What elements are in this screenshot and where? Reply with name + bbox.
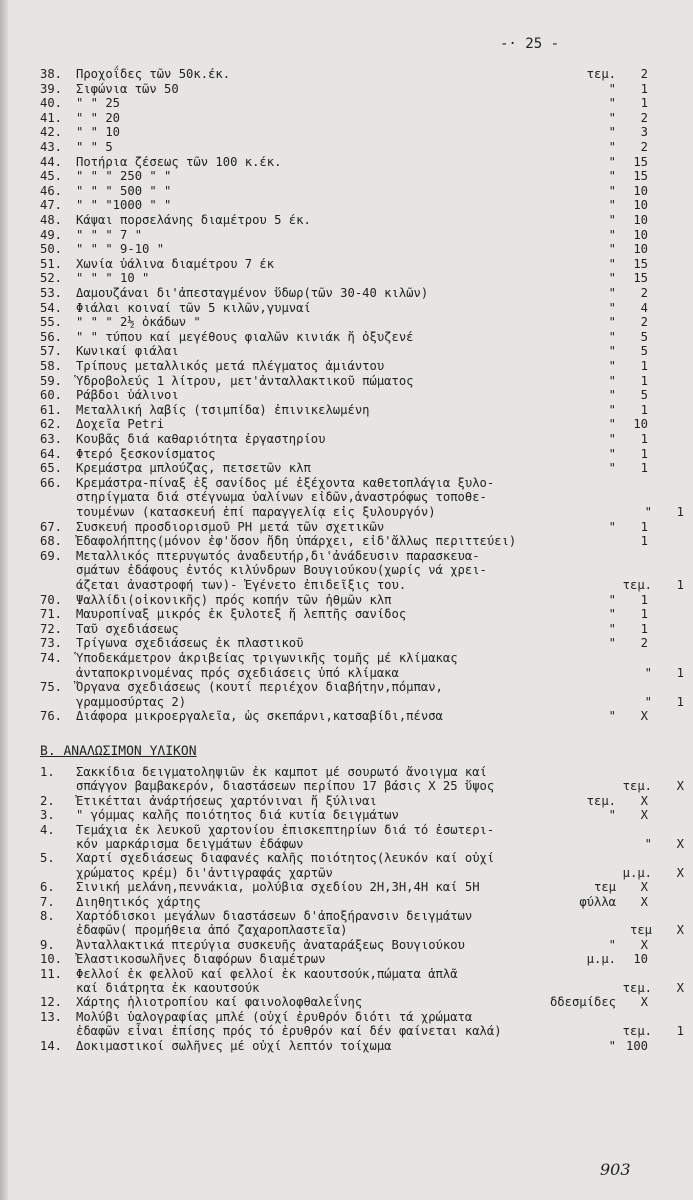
consumable-line (40, 896, 648, 908)
item-unit: " (608, 388, 616, 403)
item-text: άζεται ἀναστροφή των)- Ἐγένετο ἐπιδεῖξις του. (76, 578, 407, 592)
item-number: 56. (40, 329, 63, 344)
item-quantity: 1 (640, 373, 648, 388)
item-quantity: X (676, 865, 684, 880)
equipment-line (40, 696, 684, 708)
item-unit: " (608, 286, 616, 300)
item-text: Κάψαι πορσελάνης διαμέτρου 5 έκ. (76, 213, 311, 227)
item-number: 10. (40, 952, 63, 967)
item-unit: τεμ. (586, 67, 616, 81)
equipment-line (40, 710, 648, 722)
item-unit: " (608, 256, 616, 271)
item-number: 53. (40, 286, 63, 300)
item-quantity: 10 (633, 227, 648, 242)
item-number: 40. (40, 96, 63, 111)
item-text: Συσκευή προσδιορισμοῦ PH μετά τῶν σχετικῶν (76, 519, 385, 534)
item-number: 41. (40, 110, 63, 125)
equipment-line (40, 141, 648, 153)
item-number: 46. (40, 183, 63, 198)
item-unit: " (608, 709, 616, 724)
item-number: 1. (40, 765, 55, 779)
item-quantity: 2 (640, 286, 648, 300)
consumable-line (40, 1025, 684, 1037)
equipment-line (40, 214, 648, 226)
equipment-line (40, 418, 648, 430)
equipment-line (40, 521, 648, 533)
item-number: 68. (40, 534, 63, 549)
item-unit: " (608, 81, 616, 96)
item-quantity: X (676, 923, 684, 938)
consumable-line (40, 1040, 648, 1052)
item-number: 4. (40, 822, 55, 837)
item-number: 71. (40, 607, 63, 622)
item-number: 45. (40, 169, 63, 184)
item-text: Ἐτικέτται ἀνάρτήσεως χαρτόνιναι ἤ ξύλιναι (76, 793, 377, 808)
item-unit: " (608, 621, 616, 636)
item-quantity: X (640, 880, 648, 895)
item-text: Δαμουζάναι δι'ἀπεσταγμένον ὕδωρ(τῶν 30-40 κιλῶν) (76, 286, 429, 300)
item-quantity: X (676, 981, 684, 995)
item-text: " " " 7 " (76, 227, 143, 242)
item-quantity: 10 (633, 213, 648, 227)
item-quantity: X (640, 937, 648, 952)
item-number: 38. (40, 67, 63, 81)
item-text: ἀνταποκρινομένας πρός σχεδιάσεις ὑπό κλίμακα (76, 665, 399, 680)
item-unit: " (644, 694, 652, 709)
item-quantity: 10 (633, 952, 648, 967)
item-unit: " (608, 110, 616, 125)
item-text: στηρίγματα διά στέγνωμα ὑαλίνων εἰδῶν,ἀναστρόφως τοποθε- (76, 490, 487, 505)
item-quantity: 15 (633, 271, 648, 286)
item-unit: τεμ. (622, 1024, 652, 1039)
item-quantity: 1 (640, 96, 648, 111)
item-quantity: 4 (640, 300, 648, 315)
item-text: " " 20 (76, 110, 121, 125)
item-number: 67. (40, 519, 63, 534)
consumable-line (40, 924, 684, 936)
item-quantity: X (640, 808, 648, 823)
item-quantity: 15 (633, 169, 648, 184)
consumable-line (40, 852, 648, 864)
item-text: ἐδαφῶν( προμήθεια ἀπό ζαχαροπλαστεῖα) (76, 923, 348, 938)
item-text: Τεμάχια ἐκ λευκοῦ χαρτονίου ἐπισκεπτηρίων διά τό ἐσωτερι- (76, 822, 495, 837)
item-number: 65. (40, 461, 63, 476)
consumable-line (40, 910, 648, 922)
item-unit: τεμ. (622, 981, 652, 995)
item-number: 43. (40, 140, 63, 154)
item-unit: " (608, 636, 616, 651)
item-quantity: X (640, 793, 648, 808)
item-unit: " (608, 607, 616, 622)
item-number: 55. (40, 315, 63, 330)
equipment-line (40, 126, 648, 138)
item-quantity: X (640, 709, 648, 724)
item-unit: " (608, 1038, 616, 1053)
item-text: " " 10 (76, 125, 121, 140)
item-unit: τεμ. (622, 779, 652, 794)
item-text: Ταῦ σχεδιάσεως (76, 621, 179, 636)
item-number: 69. (40, 548, 63, 563)
item-quantity: 3 (640, 125, 648, 140)
item-number: 52. (40, 271, 63, 286)
item-text: Ἐδαφολήπτης(μόνον ἐφ'ὅσον ἤδη ὑπάρχει, εἰδ'ἄλλως περιττεύει) (76, 534, 517, 549)
equipment-line (40, 229, 648, 241)
item-number: 58. (40, 359, 63, 373)
item-number: 76. (40, 709, 63, 724)
item-number: 72. (40, 621, 63, 636)
consumable-line (40, 968, 648, 980)
item-quantity: 10 (633, 242, 648, 257)
consumable-line (40, 1011, 648, 1023)
item-quantity: 1 (676, 578, 684, 592)
item-unit: " (608, 242, 616, 257)
item-text: καί διάτρητα ἐκ καουτσούκ (76, 981, 260, 995)
item-text: Χάρτης ἡλιοτροπίου καί φαινολοφθαλεΐνης (76, 995, 363, 1010)
equipment-line (40, 360, 648, 372)
item-unit: τεμ (629, 923, 652, 938)
item-quantity: X (676, 837, 684, 851)
item-quantity: 1 (640, 607, 648, 622)
equipment-line (40, 272, 648, 284)
item-number: 50. (40, 242, 63, 257)
item-quantity: 1 (640, 519, 648, 534)
item-unit: " (608, 198, 616, 213)
equipment-line (40, 156, 648, 168)
item-quantity: 2 (640, 315, 648, 330)
item-text: Προχοΐδες τῶν 50κ.έκ. (76, 67, 231, 81)
consumable-line (40, 795, 648, 807)
item-text: " " " 2½ ὀκάδων " (76, 315, 201, 330)
item-number: 6. (40, 880, 55, 895)
consumable-line (40, 824, 648, 836)
scan-edge (0, 0, 8, 1200)
equipment-line (40, 477, 648, 489)
item-quantity: 1 (676, 1024, 684, 1039)
item-unit: " (608, 417, 616, 432)
item-text: Σινική μελάνη,πεννάκια, μολύβια σχεδίου 2H,3H,4H καί 5H (76, 880, 480, 895)
item-text: Σακκίδια δειγματοληψιῶν ἐκ καμποτ μέ σουρωτό ἄνοιγμα καί (76, 765, 487, 779)
item-unit: " (608, 461, 616, 476)
equipment-line (40, 302, 648, 314)
item-text: τουμένων (κατασκευή ἐπί παραγγελίᾳ εἰς ξυλουργόν) (76, 505, 436, 519)
equipment-line (40, 608, 648, 620)
item-unit: " (608, 808, 616, 823)
item-number: 54. (40, 300, 63, 315)
item-number: 7. (40, 894, 55, 909)
item-text: Κουβᾶς διά καθαριότητα ἐργαστηρίου (76, 432, 326, 446)
item-text: Ὄργανα σχεδιάσεως (κουτί περιέχον διαβήτην,πόμπαν, (76, 680, 443, 695)
item-text: Κρεμάστρα-πίναξ ἐξ σανίδος μέ ἐξέχοντα καθετοπλάγια ξυλο- (76, 475, 495, 490)
item-number: 5. (40, 851, 55, 866)
consumable-line (40, 881, 648, 893)
item-text: Χωνία ὑάλινα διαμέτρου 7 έκ (76, 256, 275, 271)
item-text: Χαρτόδισκοι μεγάλων διαστάσεων δ'ἀποξήρανσιν δειγμάτων (76, 909, 473, 923)
item-quantity: 1 (640, 446, 648, 461)
item-text: Ράβδοι ὑάλινοι (76, 388, 179, 403)
equipment-line (40, 535, 648, 547)
item-text: " " 5 (76, 140, 113, 154)
item-number: 48. (40, 213, 63, 227)
item-quantity: 5 (640, 388, 648, 403)
item-number: 2. (40, 793, 55, 808)
equipment-line (40, 68, 648, 80)
equipment-line (40, 681, 648, 693)
item-number: 49. (40, 227, 63, 242)
item-quantity: 10 (633, 183, 648, 198)
equipment-line (40, 331, 648, 343)
item-unit: " (608, 402, 616, 417)
equipment-line (40, 652, 648, 664)
item-number: 13. (40, 1009, 63, 1024)
sheet-id: 903 (600, 1160, 631, 1179)
item-quantity: 1 (640, 81, 648, 96)
item-text: Ποτήρια ζέσεως τῶν 100 κ.έκ. (76, 154, 282, 169)
equipment-line (40, 287, 648, 299)
item-number: 51. (40, 256, 63, 271)
item-text: " " 25 (76, 96, 121, 111)
item-text: Διηθητικός χάρτης (76, 894, 201, 909)
item-unit: " (608, 373, 616, 388)
item-unit: " (608, 432, 616, 446)
item-number: 74. (40, 651, 63, 665)
item-text: σπάγγον βαμβακερόν, διαστάσεων περίπου 17 βάσις Χ 25 ὕψος (76, 779, 495, 794)
item-unit: " (608, 183, 616, 198)
item-unit: δδεσμίδες (549, 995, 616, 1010)
equipment-line (40, 637, 648, 649)
item-quantity: X (640, 894, 648, 909)
item-unit: " (644, 505, 652, 519)
item-number: 11. (40, 966, 63, 981)
item-unit: " (608, 169, 616, 184)
item-text: Μολύβι ὑαλογραφίας μπλέ (οὐχί ἐρυθρόν διότι τά χρώματα (76, 1009, 473, 1024)
item-text: " " " 9-10 " (76, 242, 165, 257)
item-text: Τρίπους μεταλλικός μετά πλέγματος ἀμιάντου (76, 359, 385, 373)
item-unit: " (608, 519, 616, 534)
item-quantity: 2 (640, 110, 648, 125)
item-quantity: 1 (640, 534, 648, 549)
item-unit: " (608, 329, 616, 344)
item-quantity: 10 (633, 417, 648, 432)
item-number: 75. (40, 680, 63, 695)
item-unit: " (608, 213, 616, 227)
equipment-line (40, 258, 648, 270)
item-text: " " " 10 " (76, 271, 150, 286)
item-number: 61. (40, 402, 63, 417)
item-text: Φτερό ξεσκονίσματος (76, 446, 216, 461)
item-quantity: 2 (640, 140, 648, 154)
item-text: Δοκιμαστικοί σωλῆνες μέ οὐχί λεπτόν τοίχωμα (76, 1038, 392, 1053)
item-number: 44. (40, 154, 63, 169)
consumable-line (40, 996, 648, 1008)
item-text: Μαυροπίναξ μικρός ἐκ ξυλοτεξ ἤ λεπτῆς σανίδος (76, 607, 407, 622)
equipment-line (40, 462, 648, 474)
item-unit: " (644, 837, 652, 851)
item-quantity: 15 (633, 256, 648, 271)
item-number: 9. (40, 937, 55, 952)
item-number: 12. (40, 995, 63, 1010)
item-number: 42. (40, 125, 63, 140)
item-text: " γόμμας καλῆς ποιότητος διά κυτία δειγμάτων (76, 808, 399, 823)
item-quantity: 2 (640, 67, 648, 81)
item-text: ἐδαφῶν εἶναι ἐπίσης πρός τό ἐρυθρόν καί δέν φαίνεται καλά) (76, 1024, 502, 1039)
consumable-line (40, 939, 648, 951)
equipment-line (40, 97, 648, 109)
item-quantity: 5 (640, 344, 648, 359)
item-text: Ὑποδεκάμετρον ἀκριβείας τριγωνικῆς τομῆς μέ κλίμακας (76, 651, 458, 665)
item-quantity: X (640, 995, 648, 1010)
equipment-line (40, 389, 648, 401)
item-text: Ψαλλίδι(οἰκονικῆς) πρός κοπήν τῶν ἠθμῶν κλπ (76, 592, 392, 607)
equipment-line (40, 316, 648, 328)
equipment-line (40, 170, 648, 182)
consumable-line (40, 809, 648, 821)
item-number: 63. (40, 432, 63, 446)
consumable-line (40, 838, 684, 850)
page-number: -· 25 - (500, 36, 560, 52)
item-quantity: 100 (625, 1038, 648, 1053)
item-text: γραμμοσύρτας 2) (76, 694, 187, 709)
item-text: " " τύπου καί μεγέθους φιαλῶν κινιάκ ἤ ὀξυζενέ (76, 329, 414, 344)
item-text: Μεταλλικός πτερυγωτός ἀναδευτήρ,δι'ἀνάδευσιν παρασκευα- (76, 548, 480, 563)
item-quantity: 1 (676, 665, 684, 680)
item-text: Ἀνταλλακτικά πτερύγια συσκευῆς ἀναταράξεως Βουγιούκου (76, 937, 465, 952)
item-number: 64. (40, 446, 63, 461)
item-text: Τρίγωνα σχεδιάσεως ἐκ πλαστικοῦ (76, 636, 304, 651)
item-text: Κωνικαί φιάλαι (76, 344, 179, 359)
equipment-line (40, 83, 648, 95)
item-number: 66. (40, 475, 63, 490)
item-number: 14. (40, 1038, 63, 1053)
item-quantity: 1 (640, 402, 648, 417)
item-unit: " (644, 665, 652, 680)
equipment-line (40, 199, 648, 211)
item-number: 8. (40, 909, 55, 923)
item-unit: τεμ. (586, 793, 616, 808)
item-number: 57. (40, 344, 63, 359)
item-text: Κρεμάστρα μπλούζας, πετσετῶν κλπ (76, 461, 311, 476)
equipment-line (40, 345, 648, 357)
item-text: Μεταλλική λαβίς (τσιμπίδα) ἐπινικελωμένη (76, 402, 370, 417)
item-quantity: 15 (633, 154, 648, 169)
equipment-line (40, 506, 684, 518)
item-quantity: 5 (640, 329, 648, 344)
item-quantity: 1 (640, 461, 648, 476)
consumable-line (40, 780, 684, 792)
equipment-line (40, 594, 648, 606)
equipment-line (40, 550, 648, 562)
item-quantity: 2 (640, 636, 648, 651)
item-text: κόν μαρκάρισμα δειγμάτων ἐδάφων (76, 837, 304, 851)
item-number: 3. (40, 808, 55, 823)
equipment-line (40, 667, 684, 679)
item-text: σμάτων ἐδάφους ἐντός κιλύνδρων Βουγιούκου(χωρίς νά χρει- (76, 563, 487, 578)
item-unit: " (608, 96, 616, 111)
item-unit: " (608, 300, 616, 315)
equipment-line (40, 112, 648, 124)
item-unit: " (608, 344, 616, 359)
item-text: " " "1000 " " (76, 198, 172, 213)
item-quantity: 1 (676, 694, 684, 709)
item-text: " " " 500 " " (76, 183, 172, 198)
equipment-line (40, 243, 648, 255)
item-unit: " (608, 227, 616, 242)
item-unit: τεμ. (622, 578, 652, 592)
item-text: Διάφορα μικροεργαλεῖα, ὡς σκεπάρνι,κατσαβίδι,πένσα (76, 709, 443, 724)
equipment-line (40, 623, 648, 635)
item-unit: φύλλα (579, 894, 616, 909)
item-unit: " (608, 271, 616, 286)
equipment-line (40, 564, 684, 576)
item-text: " " " 250 " " (76, 169, 172, 184)
equipment-line (40, 185, 648, 197)
item-quantity: 1 (640, 432, 648, 446)
item-text: Ἐλαστικοσωλῆνες διαφόρων διαμέτρων (76, 952, 326, 967)
item-text: Χαρτί σχεδιάσεως διαφανές καλῆς ποιότητος(λευκόν καί οὐχί (76, 851, 495, 866)
item-quantity: 1 (640, 592, 648, 607)
item-unit: " (608, 140, 616, 154)
item-text: Φιάλαι κοιναί τῶν 5 κιλῶν,γυμναί (76, 300, 311, 315)
item-number: 59. (40, 373, 63, 388)
item-text: Φελλοί ἐκ φελλοῦ καί φελλοί ἐκ καουτσούκ,πώματα ἁπλᾶ (76, 966, 458, 981)
item-unit: " (608, 315, 616, 330)
item-number: 62. (40, 417, 63, 432)
item-unit: " (608, 125, 616, 140)
item-number: 47. (40, 198, 63, 213)
item-quantity: 10 (633, 198, 648, 213)
section-b-heading: Β. ΑΝΑΛΩΣΙΜΟΝ ΥΛΙΚΟΝ (40, 744, 197, 759)
item-number: 70. (40, 592, 63, 607)
item-unit: " (608, 359, 616, 373)
item-unit: μ.μ. (586, 952, 616, 967)
equipment-line (40, 579, 684, 591)
item-text: Δοχεῖα Petri (76, 417, 165, 432)
equipment-line (40, 404, 648, 416)
equipment-line (40, 448, 648, 460)
item-unit: " (608, 446, 616, 461)
item-number: 39. (40, 81, 63, 96)
consumable-line (40, 867, 684, 879)
consumable-line (40, 953, 648, 965)
item-number: 73. (40, 636, 63, 651)
item-unit: " (608, 592, 616, 607)
item-quantity: 1 (676, 505, 684, 519)
item-quantity: X (676, 779, 684, 794)
item-number: 60. (40, 388, 63, 403)
item-unit: μ.μ. (622, 865, 652, 880)
item-quantity: 1 (640, 359, 648, 373)
consumable-line (40, 766, 648, 778)
item-text: Ὑδροβολεύς 1 λίτρου, μετ'ἀνταλλακτικοῦ πώματος (76, 373, 414, 388)
equipment-line (40, 375, 648, 387)
equipment-line (40, 491, 684, 503)
item-unit: " (608, 937, 616, 952)
item-unit: " (608, 154, 616, 169)
item-unit: τεμ (593, 880, 616, 895)
item-quantity: 1 (640, 621, 648, 636)
equipment-line (40, 433, 648, 445)
item-text: Σιφώνια τῶν 50 (76, 81, 179, 96)
item-text: χρώματος κρέμ) δι'ἀντιγραφάς χαρτῶν (76, 865, 333, 880)
consumable-line (40, 982, 684, 994)
